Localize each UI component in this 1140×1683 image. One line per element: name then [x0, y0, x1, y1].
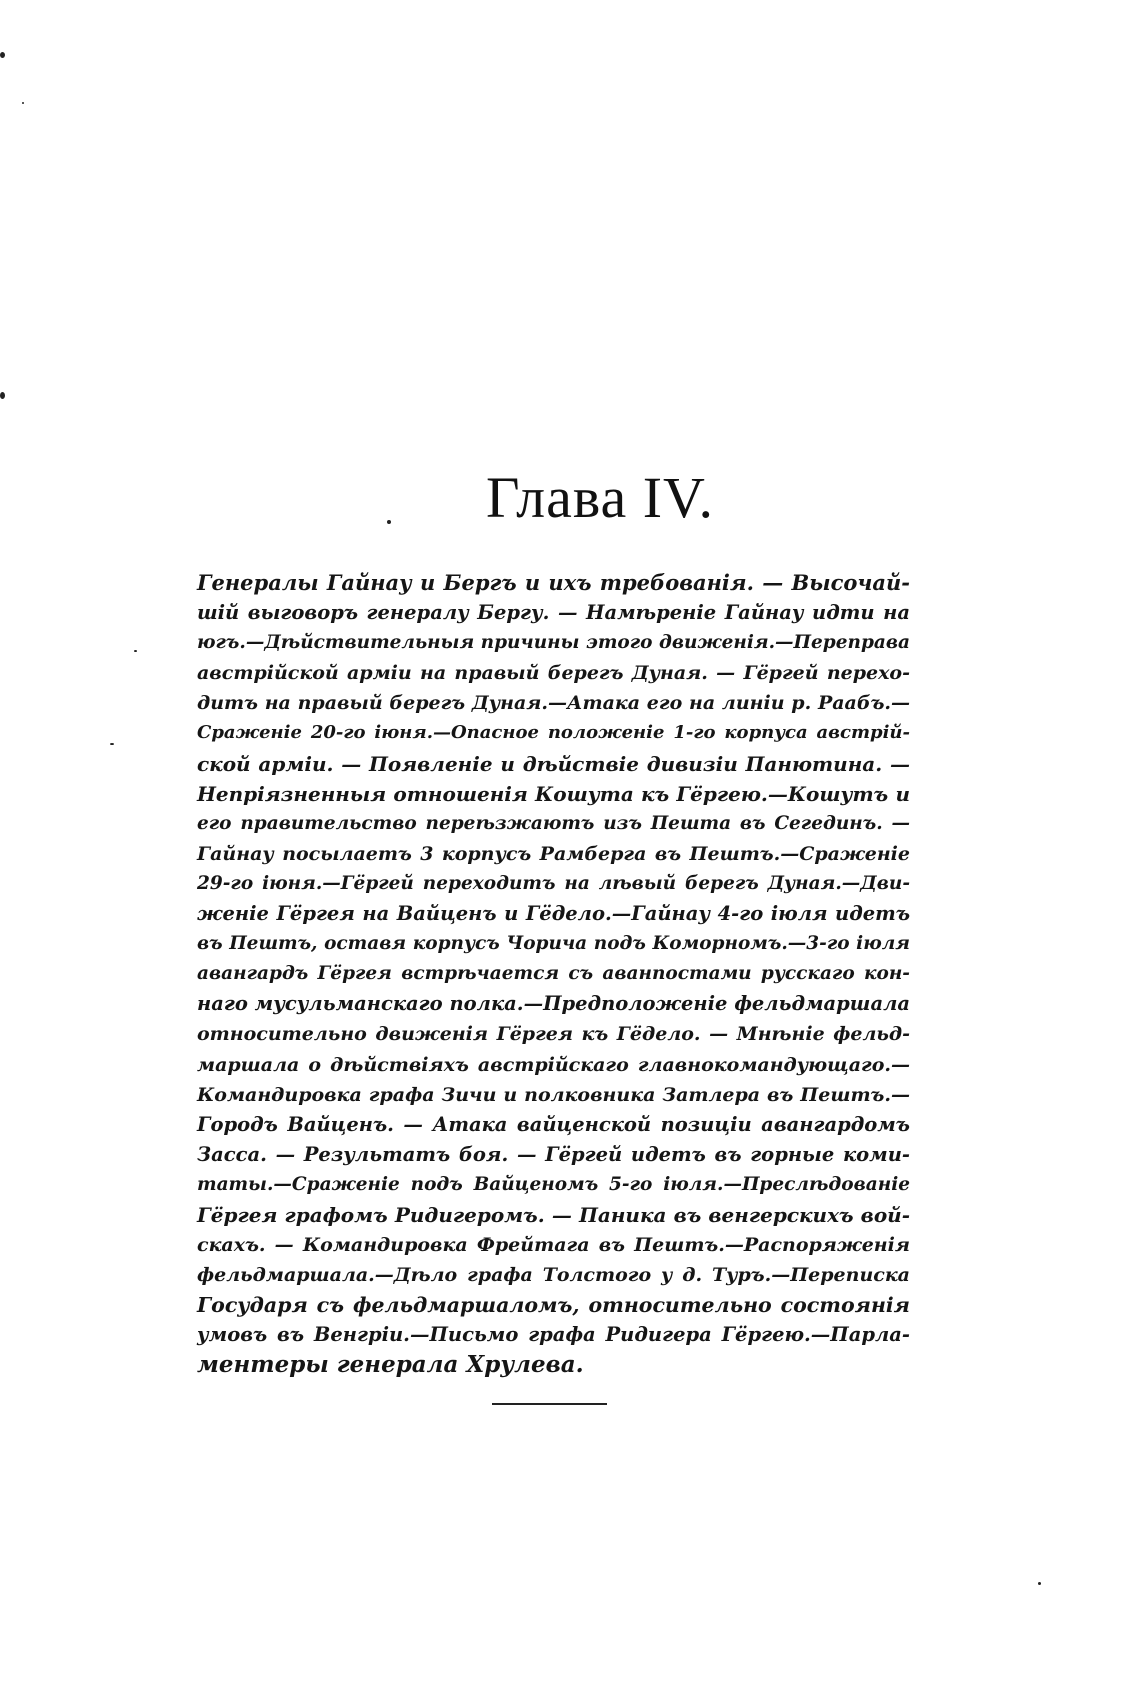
summary-line: умовъ въ Венгріи.—Письмо графа Ридигера Гёргею.—Парла-	[197, 1323, 910, 1347]
summary-line: женіе Гёргея на Вайценъ и Гёдело.—Гайнау 4-го іюля идетъ	[197, 902, 910, 926]
summary-line: наго мусульманскаго полка.—Предположеніе фельдмаршала	[197, 992, 910, 1016]
summary-line: Гёргея графомъ Ридигеромъ. — Паника въ венгерскихъ вой-	[197, 1202, 910, 1227]
margin-speck	[110, 743, 114, 745]
summary-line: 29-го іюня.—Гёргей переходитъ на лѣвый берегъ Дуная.—Дви-	[197, 872, 910, 894]
summary-line: Генералы Гайнау и Бергъ и ихъ требованія. — Высочай-	[197, 570, 910, 595]
summary-line: Командировка графа Зичи и полковника Затлера въ Пештъ.—	[197, 1083, 910, 1106]
summary-line: фельдмаршала.—Дѣло графа Толстого у д. Туръ.—Переписка	[197, 1264, 910, 1287]
summary-line: Гайнау посылаетъ 3 корпусъ Рамберга въ Пештъ.—Сраженіе	[197, 842, 910, 865]
summary-line: его правительство переѣзжаютъ изъ Пешта въ Сегединъ. —	[197, 812, 910, 834]
margin-speck	[22, 102, 24, 104]
margin-speck	[0, 52, 5, 58]
margin-speck	[134, 650, 137, 652]
summary-line: таты.—Сраженіе подъ Вайценомъ 5-го іюля.—Преслѣдованіе	[197, 1173, 910, 1195]
summary-line: шій выговоръ генералу Бергу. — Намѣреніе Гайнау идти на	[197, 601, 910, 625]
summary-line: Сраженіе 20-го іюня.—Опасное положеніе 1-го корпуса австрій-	[197, 722, 910, 744]
summary-line: Засса. — Результатъ боя. — Гёргей идетъ въ горные коми-	[197, 1142, 910, 1166]
chapter-summary	[197, 568, 910, 1381]
summary-line: Городъ Вайценъ. — Атака вайценской позиціи авангардомъ	[197, 1112, 910, 1136]
summary-line: австрійской арміи на правый берегъ Дуная. — Гёргей перехо-	[197, 662, 910, 685]
chapter-title: Глава IV.	[486, 465, 714, 530]
summary-line: скахъ. — Командировка Фрейтага въ Пештъ.—Распоряженія	[197, 1234, 910, 1257]
margin-speck	[1038, 1582, 1041, 1585]
summary-line: относительно движенія Гёргея къ Гёдело. — Мнѣніе фельд-	[197, 1023, 910, 1046]
summary-line: Непріязненныя отношенія Кошута къ Гёргею.—Кошутъ и	[197, 781, 910, 806]
summary-line: дитъ на правый берегъ Дуная.—Атака его на линіи р. Раабъ.—	[197, 692, 910, 715]
summary-line: ской арміи. — Появленіе и дѣйствіе дивизіи Панютина. —	[197, 751, 910, 776]
summary-line: югъ.—Дѣйствительныя причины этого движенія.—Переправа	[197, 632, 910, 654]
summary-line: въ Пештъ, оставя корпусъ Чорича подъ Коморномъ.—3-го іюля	[197, 933, 910, 955]
summary-line: Государя съ фельдмаршаломъ, относительно состоянія	[197, 1293, 910, 1318]
section-end-rule	[492, 1403, 607, 1405]
summary-line: маршала о дѣйствіяхъ австрійскаго главнокомандующаго.—	[197, 1053, 910, 1076]
margin-speck	[0, 392, 5, 399]
summary-line: авангардъ Гёргея встрѣчается съ аванпостами русскаго кон-	[197, 963, 910, 985]
summary-line: ментеры генерала Хрулева.	[197, 1351, 584, 1379]
